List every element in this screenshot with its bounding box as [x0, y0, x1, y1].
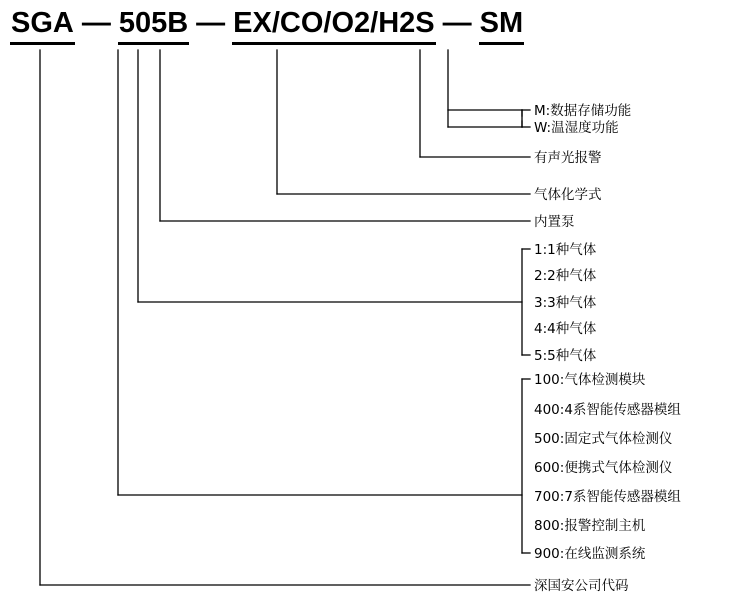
gas-count-item-2: 2:2种气体 — [534, 268, 597, 284]
product-type-item-400: 400:4系智能传感器模组 — [534, 402, 681, 418]
gas-count-item-4: 4:4种气体 — [534, 321, 597, 337]
callout-alarm: 有声光报警 — [534, 150, 602, 166]
product-type-item-700: 700:7系智能传感器模组 — [534, 489, 681, 505]
product-type-item-500: 500:固定式气体检测仪 — [534, 431, 673, 447]
code-segment-sga: SGA — [10, 6, 75, 45]
gas-count-item-3: 3:3种气体 — [534, 295, 597, 311]
callout-humidity: W:温湿度功能 — [534, 120, 619, 136]
product-type-item-600: 600:便携式气体检测仪 — [534, 460, 673, 476]
product-type-item-100: 100:气体检测模块 — [534, 372, 646, 388]
callout-storage: M:数据存储功能 — [534, 103, 632, 119]
code-dash-3: — — [442, 7, 472, 39]
gas-count-item-5: 5:5种气体 — [534, 348, 597, 364]
product-type-item-900: 900:在线监测系统 — [534, 546, 646, 562]
callout-company: 深国安公司代码 — [534, 578, 629, 594]
gas-count-item-1: 1:1种气体 — [534, 242, 597, 258]
code-segment-505b: 505B — [118, 6, 189, 45]
code-segment-sm: SM — [479, 6, 525, 45]
code-dash-1: — — [81, 7, 111, 39]
callout-pump: 内置泵 — [534, 214, 575, 230]
callout-formula: 气体化学式 — [534, 187, 602, 203]
code-segment-gas: EX/CO/O2/H2S — [232, 6, 435, 45]
product-type-item-800: 800:报警控制主机 — [534, 518, 646, 534]
code-dash-2: — — [196, 7, 226, 39]
